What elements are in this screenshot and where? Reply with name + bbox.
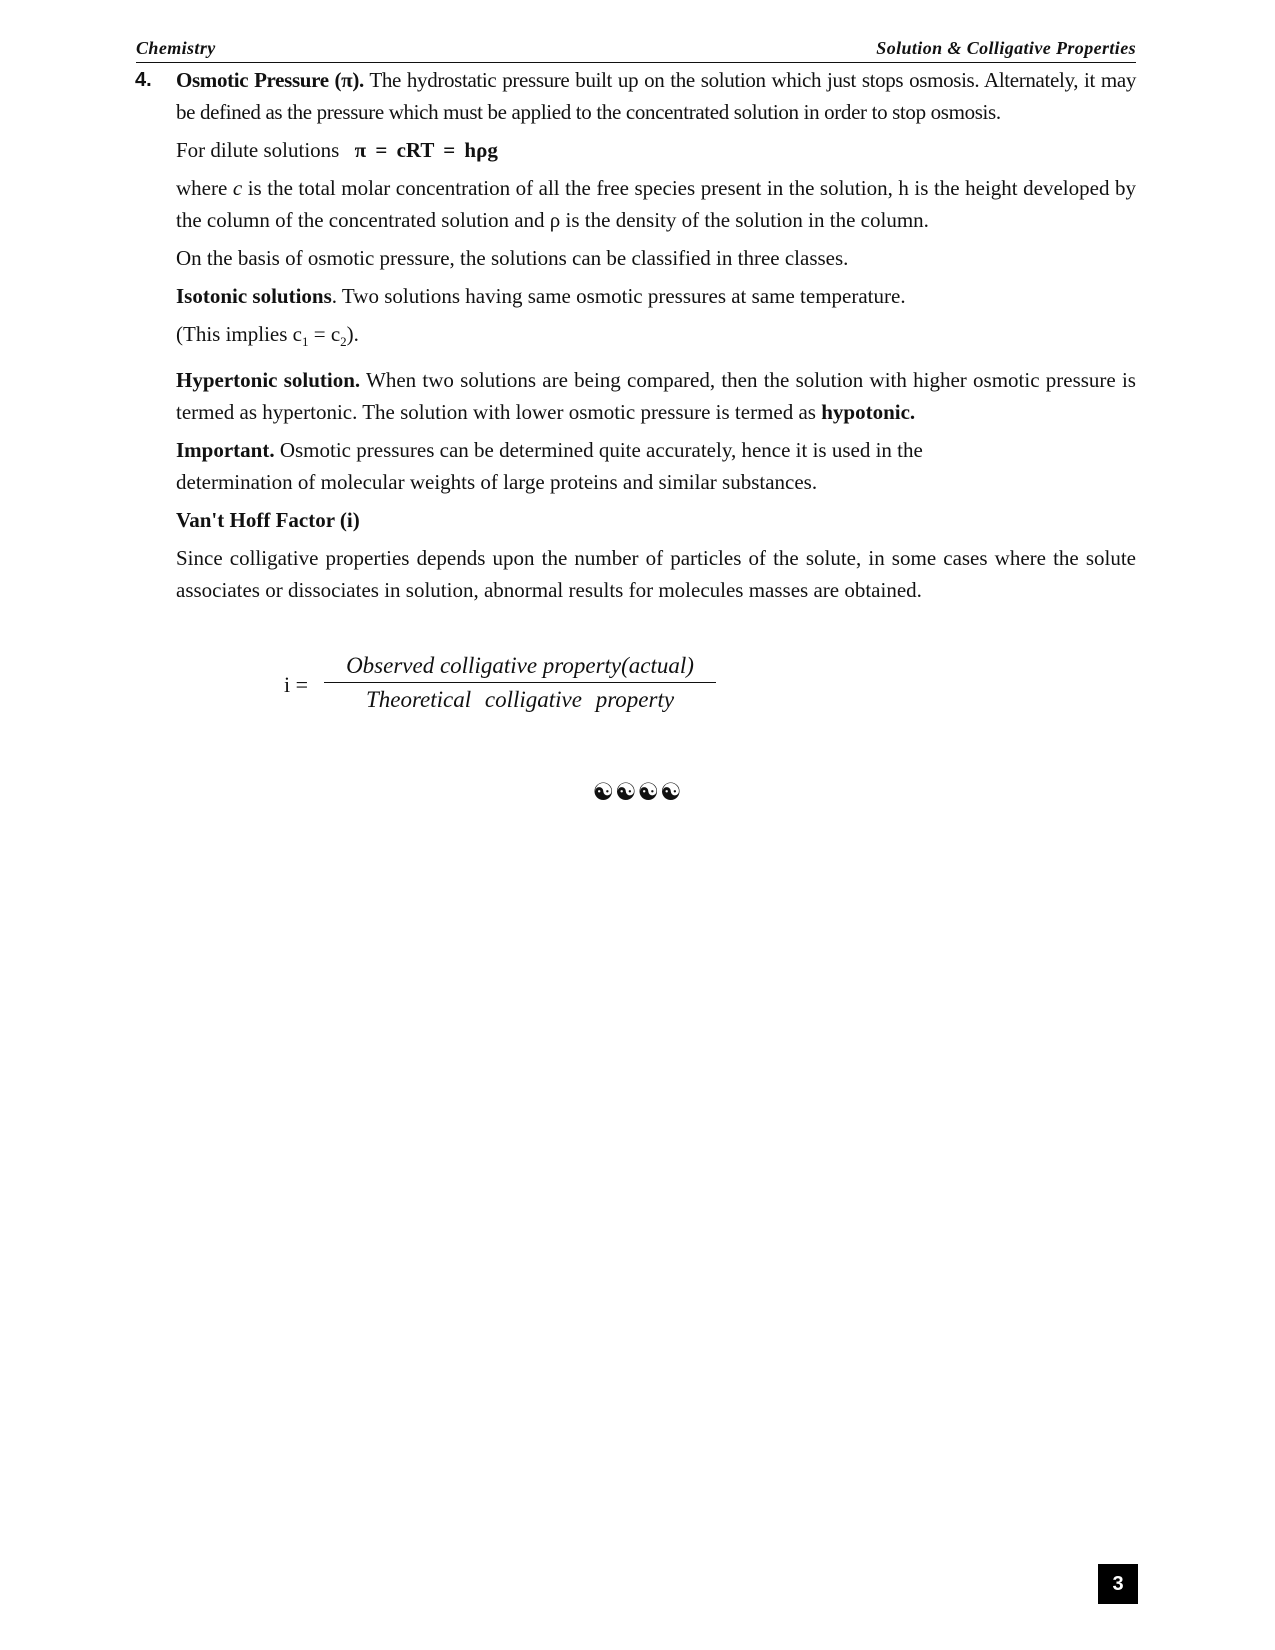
running-header [136, 38, 1136, 63]
concentration-variable: c [232, 176, 243, 200]
important-line-1: Osmotic pressures can be determined quite accurately, hence it is used in the [274, 438, 923, 462]
main-content [135, 64, 1136, 612]
osmotic-pressure-definition [176, 64, 1136, 128]
isotonic-text: . Two solutions having same osmotic pressures at same temperature. [331, 284, 906, 308]
where-text-end: is the total molar concentration of all the free species present in the solution, h is the height developed by the column of the concentrated solution and ρ is the density of the solution in the column. [176, 176, 1136, 232]
vant-hoff-heading [176, 504, 1136, 536]
important-term: Important. [176, 438, 275, 462]
formula-lhs: i = [284, 672, 309, 697]
important-line-2: determination of molecular weights of large proteins and similar substances. [176, 470, 818, 494]
hypertonic-text: When two solutions are being compared, then the solution with higher osmotic pressure is termed as hypertonic. The solution with lower osmotic pressure is termed as [176, 368, 1136, 424]
header-chapter: Solution & Colligative Properties [876, 38, 1136, 58]
hypertonic-paragraph [176, 364, 1136, 428]
formula-label: For dilute solutions [176, 138, 340, 162]
isotonic-paragraph [176, 280, 1136, 312]
vant-hoff-heading-text: Van't Hoff Factor (i) [176, 508, 360, 532]
where-text-start: where [176, 176, 233, 200]
isotonic-term: Isotonic solutions [176, 284, 332, 308]
classification-intro: On the basis of osmotic pressure, the solutions can be classified in three classes. [176, 246, 849, 270]
important-paragraph [176, 434, 1136, 498]
osmotic-pressure-heading: Osmotic Pressure (π). [176, 68, 364, 92]
item-number: 4. [135, 69, 152, 91]
fraction-denominator: Theoretical colligative property [365, 687, 675, 712]
page-number: 3 [1098, 1564, 1138, 1604]
hypotonic-term: hypotonic. [821, 400, 916, 424]
where-paragraph [176, 172, 1136, 236]
dilute-solution-formula [176, 134, 1136, 166]
subscript-1: 1 [301, 334, 309, 349]
implies-prefix: (This implies c [176, 322, 302, 346]
vant-hoff-paragraph: Since colligative properties depends upon the number of particles of the solute, in some cases where the solute associates or dissociates in solution, abnormal results for molecules masses are obtained. [176, 546, 1136, 602]
subscript-2: 2 [340, 334, 347, 349]
fraction [324, 650, 716, 717]
hypertonic-term: Hypertonic solution. [176, 368, 361, 392]
implies-suffix: ). [346, 322, 359, 346]
fraction-numerator: Observed colligative property(actual) [324, 650, 716, 683]
yin-yang-ornament-icon: ☯☯☯☯ [592, 778, 683, 806]
osmotic-pressure-text: The hydrostatic pressure built up on the solution which just stops osmosis. Alternately, it may be defined as the pressure which must be applied to the concentrated solution in order to stop osmosis. [176, 68, 1136, 124]
implies-middle: = c [308, 322, 341, 346]
osmotic-pressure-formula: π = cRT = hρg [354, 138, 498, 162]
header-subject: Chemistry [136, 38, 216, 58]
implies-note [176, 318, 1136, 358]
